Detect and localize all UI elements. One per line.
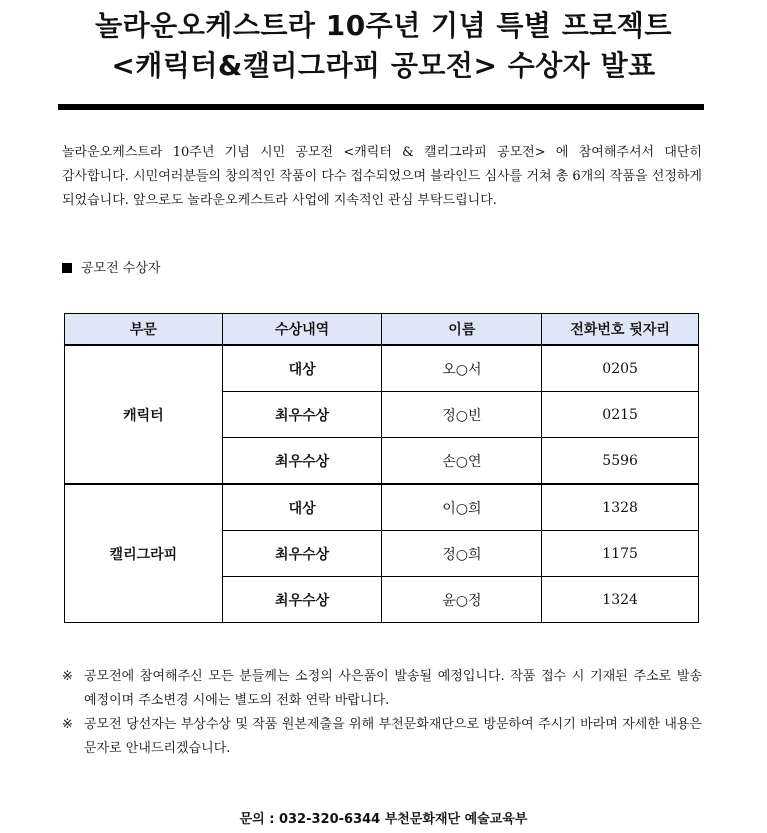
award-cell: 최우수상 — [222, 531, 382, 577]
page-title — [0, 6, 767, 86]
table-row — [65, 484, 699, 531]
phone-cell: 1175 — [542, 531, 699, 577]
note-item — [62, 713, 702, 761]
award-cell: 최우수상 — [222, 392, 382, 438]
reference-mark-icon: ※ — [62, 669, 73, 684]
intro-paragraph: 놀라운오케스트라 10주년 기념 시민 공모전 <캐릭터 & 캘리그라피 공모전> 에 참여해주셔서 대단히 감사합니다. 시민여러분들의 창의적인 작품이 다수 접수되었으며 블라인드 심사를 거쳐 총 6개의 작품을 선정하게 되었습니다. 앞으로도 놀라운오케스트라 사업에 지속적인 관심 부탁드립니다. — [62, 145, 702, 208]
phone-cell: 1324 — [542, 577, 699, 623]
category-cell: 캘리그라피 — [65, 484, 223, 623]
name-cell: 이○희 — [382, 484, 542, 531]
header-phone: 전화번호 뒷자리 — [542, 314, 699, 346]
phone-cell: 5596 — [542, 438, 699, 485]
award-cell: 최우수상 — [222, 438, 382, 485]
title-line-2: <캐릭터&캘리그라피 공모전> 수상자 발표 — [111, 49, 656, 82]
table-header-row — [65, 314, 699, 346]
award-cell: 최우수상 — [222, 577, 382, 623]
name-cell: 손○연 — [382, 438, 542, 485]
section-heading-label: 공모전 수상자 — [81, 261, 161, 276]
notes-section — [62, 665, 702, 761]
header-category: 부문 — [65, 314, 223, 346]
name-cell: 오○서 — [382, 345, 542, 392]
name-cell: 윤○정 — [382, 577, 542, 623]
square-bullet-icon — [62, 263, 72, 273]
phone-cell: 0205 — [542, 345, 699, 392]
phone-cell: 1328 — [542, 484, 699, 531]
name-cell: 정○빈 — [382, 392, 542, 438]
category-cell: 캐릭터 — [65, 345, 223, 484]
reference-mark-icon: ※ — [62, 717, 73, 732]
award-cell: 대상 — [222, 345, 382, 392]
award-cell: 대상 — [222, 484, 382, 531]
phone-cell: 0215 — [542, 392, 699, 438]
header-award: 수상내역 — [222, 314, 382, 346]
contact-line: 문의 : 032-320-6344 부천문화재단 예술교육부 — [239, 812, 528, 827]
title-line-1: 놀라운오케스트라 10주년 기념 특별 프로젝트 — [95, 9, 672, 42]
note-text: 공모전에 참여해주신 모든 분들께는 소정의 사은품이 발송될 예정입니다. 작품 접수 시 기재된 주소로 발송 예정이며 주소변경 시에는 별도의 전화 연락 바랍니다. — [84, 669, 702, 708]
table-row — [65, 345, 699, 392]
note-text: 공모전 당선자는 부상수상 및 작품 원본제출을 위해 부천문화재단으로 방문하여 주시기 바라며 자세한 내용은 문자로 안내드리겠습니다. — [84, 717, 702, 756]
header-name: 이름 — [382, 314, 542, 346]
section-heading — [62, 259, 160, 279]
title-divider — [58, 104, 704, 110]
name-cell: 정○희 — [382, 531, 542, 577]
note-item — [62, 665, 702, 713]
winners-table — [64, 313, 699, 623]
